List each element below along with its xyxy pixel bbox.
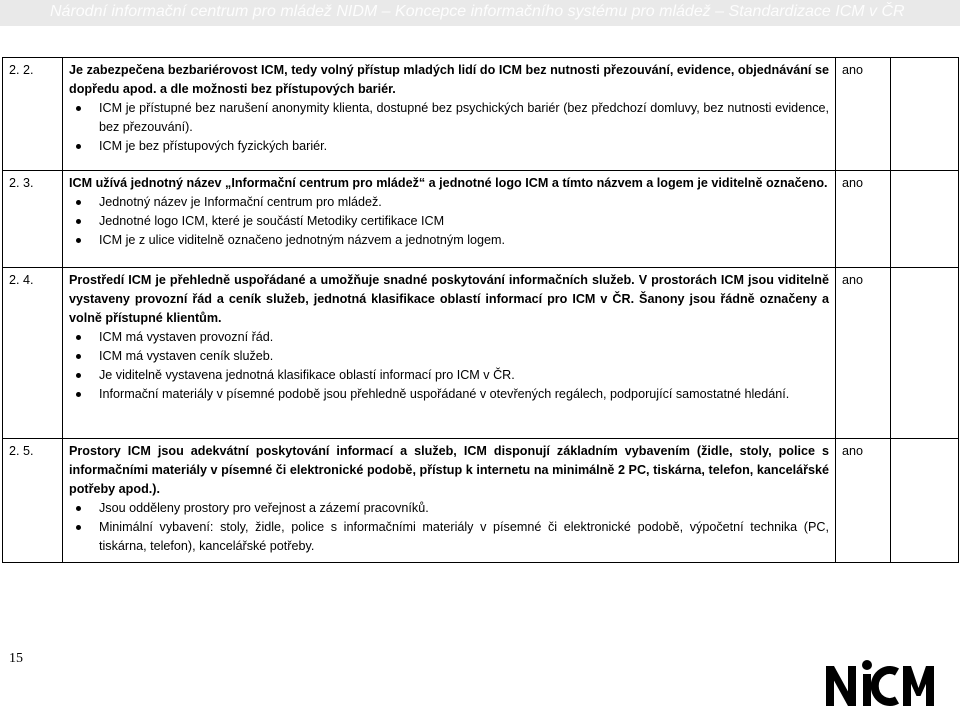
row-number: 2. 4. bbox=[3, 268, 63, 439]
nicm-logo-icon bbox=[824, 656, 936, 710]
list-item: Je viditelně vystavena jednotná klasifikace oblastí informací pro ICM v ČR. bbox=[99, 366, 829, 385]
list-item: ICM je z ulice viditelně označeno jednotným názvem a jednotným logem. bbox=[99, 231, 829, 250]
criterion-title: ICM užívá jednotný název „Informační centrum pro mládež“ a jednotné logo ICM a tímto názvem a logem je viditelně označeno. bbox=[69, 176, 828, 190]
list-item: ICM má vystaven provozní řád. bbox=[99, 328, 829, 347]
bullet-list bbox=[69, 99, 829, 156]
row-number: 2. 3. bbox=[3, 171, 63, 268]
answer-cell: ano bbox=[836, 171, 891, 268]
empty-cell bbox=[891, 268, 959, 439]
row-number: 2. 5. bbox=[3, 439, 63, 563]
bullet-list bbox=[69, 328, 829, 404]
criterion-cell bbox=[63, 268, 836, 439]
list-item: Jednotný název je Informační centrum pro mládež. bbox=[99, 193, 829, 212]
list-item: Jsou odděleny prostory pro veřejnost a zázemí pracovníků. bbox=[99, 499, 829, 518]
header-text: Národní informační centrum pro mládež NIDM – Koncepce informačního systému pro mládež – Standardizace ICM v ČR bbox=[50, 3, 905, 20]
table-row bbox=[3, 439, 959, 563]
empty-cell bbox=[891, 58, 959, 171]
criterion-cell bbox=[63, 171, 836, 268]
criterion-cell bbox=[63, 58, 836, 171]
empty-cell bbox=[891, 439, 959, 563]
list-item: Jednotné logo ICM, které je součástí Metodiky certifikace ICM bbox=[99, 212, 829, 231]
page-number: 15 bbox=[9, 651, 23, 666]
bullet-list bbox=[69, 499, 829, 556]
criterion-title: Prostory ICM jsou adekvátní poskytování informací a služeb, ICM disponují základním vybavením (židle, stoly, police s informačními materiály v písemné či elektronické podobě, přístup k internetu na minimálně 2 PC, tiskárna, telefon, kancelářské potřeby apod.). bbox=[69, 444, 829, 496]
list-item: Informační materiály v písemné podobě jsou přehledně uspořádané v otevřených regálech, podporující samostatné hledání. bbox=[99, 385, 829, 404]
list-item: Minimální vybavení: stoly, židle, police s informačními materiály v písemné či elektronické podobě, výpočetní technika (PC, tiskárna, telefon), kancelářské potřeby. bbox=[99, 518, 829, 556]
row-number: 2. 2. bbox=[3, 58, 63, 171]
answer-cell: ano bbox=[836, 439, 891, 563]
criterion-title: Je zabezpečena bezbariérovost ICM, tedy volný přístup mladých lidí do ICM bez nutnosti přezouvání, evidence, objednávání se dopředu apod. a dle možnosti bez přístupových bariér. bbox=[69, 63, 829, 96]
answer-cell: ano bbox=[836, 58, 891, 171]
criterion-title: Prostředí ICM je přehledně uspořádané a umožňuje snadné poskytování informačních služeb. V prostorách ICM jsou viditelně vystaveny provozní řád a ceník služeb, jednotná klasifikace oblastí informací pro ICM v ČR. Šanony jsou řádně označeny a volně přístupné klientům. bbox=[69, 273, 829, 325]
table-row bbox=[3, 268, 959, 439]
list-item: ICM je bez přístupových fyzických bariér. bbox=[99, 137, 829, 156]
table-row bbox=[3, 58, 959, 171]
bullet-list bbox=[69, 193, 829, 250]
list-item: ICM má vystaven ceník služeb. bbox=[99, 347, 829, 366]
table-row bbox=[3, 171, 959, 268]
header-bar bbox=[0, 0, 960, 26]
empty-cell bbox=[891, 171, 959, 268]
criteria-table bbox=[2, 57, 959, 563]
list-item: ICM je přístupné bez narušení anonymity klienta, dostupné bez psychických bariér (bez předchozí domluvy, bez nutnosti evidence, bez přezouvání). bbox=[99, 99, 829, 137]
answer-cell: ano bbox=[836, 268, 891, 439]
criterion-cell bbox=[63, 439, 836, 563]
